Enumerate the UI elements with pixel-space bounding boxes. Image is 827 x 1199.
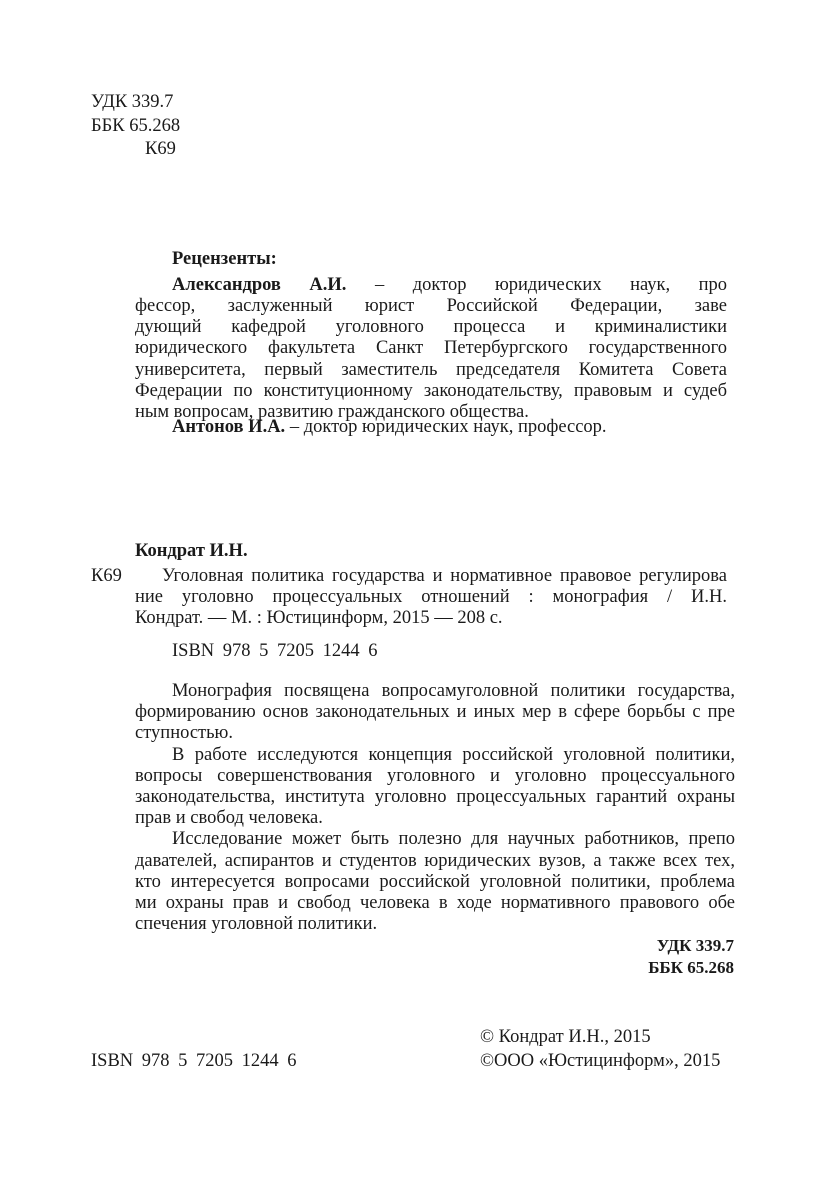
- bbk-code: ББК 65.268: [91, 116, 181, 136]
- copyright-author: © Кондрат И.Н., 2015: [480, 1027, 651, 1047]
- reviewer-line: дующий кафедрой уголовного процесса и криминалистики: [135, 317, 727, 338]
- reviewer-second: [172, 417, 607, 438]
- reviewer-first-desc: [135, 296, 727, 423]
- reviewer-line: фессор, заслуженный юрист Российской Федерации, заве: [135, 296, 727, 316]
- abstract-line: законодательства, института уголовно процессуальных гарантий охраны: [135, 786, 735, 807]
- catalog-isbn: ISBN 978 5 7205 1244 6: [172, 641, 378, 661]
- author-mark: К69: [145, 139, 176, 159]
- reviewer-line: ным вопросам, развитию гражданского общества.: [135, 401, 529, 422]
- abstract: [135, 681, 735, 935]
- abstract-line: спечения уголовной политики.: [135, 914, 378, 935]
- abstract-line: В работе исследуются концепция российской уголовной политики,: [172, 744, 735, 765]
- reviewer-line: университета, первый заместитель председателя Комитета Совета: [135, 359, 727, 380]
- bottom-udk: УДК 339.7: [656, 936, 734, 955]
- abstract-line: вопросы совершенствования уголовного и уголовно процессуального: [135, 765, 735, 786]
- reviewer-second-desc: – доктор юридических наук, профессор.: [289, 417, 607, 437]
- reviewer-first-desc-start: – доктор юридических наук, про: [374, 275, 728, 295]
- reviewer-first-line1-text: [172, 275, 727, 296]
- reviewers-heading: Рецензенты:: [172, 249, 277, 269]
- footer-isbn: ISBN 978 5 7205 1244 6: [91, 1051, 297, 1071]
- catalog-title-line: ние уголовно процессуальных отношений : монография / И.Н.: [135, 587, 727, 607]
- abstract-line: Монография посвящена вопросамуголовной политики государства,: [172, 681, 735, 701]
- abstract-line: прав и свобод человека.: [135, 808, 323, 829]
- catalog-title-line: Кондрат. — М. : Юстицинформ, 2015 — 208 с.: [135, 608, 503, 629]
- catalog-title-first: [162, 566, 727, 587]
- catalog-title-rest: [135, 587, 727, 629]
- reviewer-first-name: Александров А.И.: [172, 275, 347, 295]
- catalog-title-line: Уголовная политика государства и нормативное правовое регулирова: [162, 566, 727, 586]
- copyright-publisher: ©ООО «Юстицинформ», 2015: [480, 1051, 721, 1071]
- reviewer-second-name: Антонов И.А.: [172, 417, 286, 437]
- reviewer-first-line1: [172, 275, 727, 296]
- reviewer-line: Федерации по конституционному законодательству, правовым и судеб: [135, 380, 727, 401]
- abstract-line: ми охраны прав и свобод человека в ходе нормативного правового обе: [135, 892, 735, 913]
- bottom-bbk: ББК 65.268: [648, 958, 734, 977]
- catalog-author: Кондрат И.Н.: [135, 541, 248, 561]
- udk-code: УДК 339.7: [91, 92, 174, 112]
- abstract-line: ступностью.: [135, 723, 233, 744]
- reviewer-line: юридического факультета Санкт Петербургского государственного: [135, 338, 727, 359]
- abstract-line: Исследование может быть полезно для научных работников, препо: [172, 829, 735, 850]
- abstract-line: кто интересуется вопросами российской уголовной политики, проблема: [135, 871, 735, 892]
- abstract-line: давателей, аспирантов и студентов юридических вузов, а также всех тех,: [135, 850, 735, 871]
- abstract-line: формированию основ законодательных и иных мер в сфере борьбы с пре: [135, 702, 735, 723]
- catalog-mark: К69: [91, 566, 122, 586]
